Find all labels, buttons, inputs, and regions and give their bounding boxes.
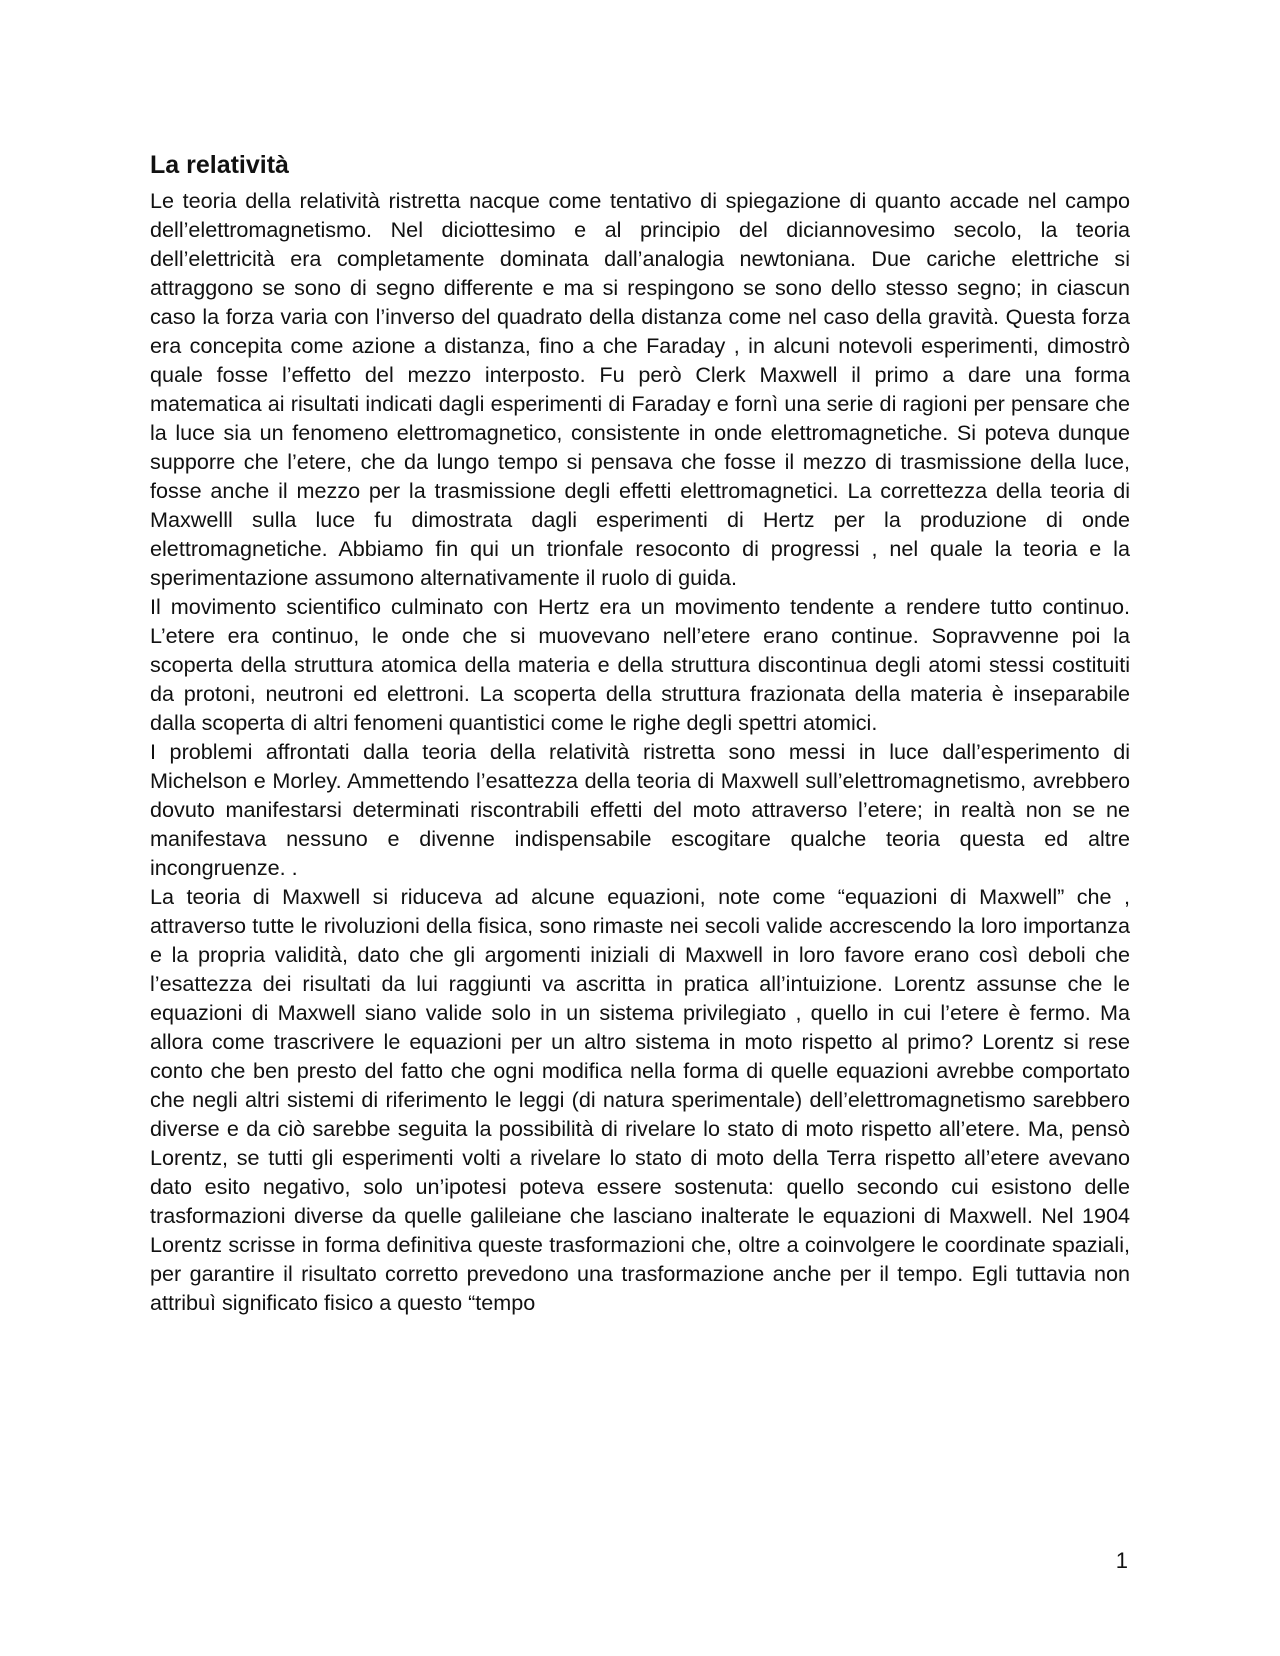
paragraph-3: I problemi affrontati dalla teoria della relatività ristretta sono messi in luce dall’esperimento di Michelson e Morley. Ammettendo l’esattezza della teoria di Maxwell sull’elettromagnetismo, avrebbero dovuto manifestarsi determinati riscontrabili effetti del moto attraverso l’etere; in realtà non se ne manifestava nessuno e divenne indispensabile escogitare qualche teoria questa ed altre incongruenze. . — [150, 739, 1130, 880]
page-number: 1 — [1115, 1548, 1128, 1573]
document-title: La relatività — [150, 151, 289, 179]
document-page — [150, 150, 1130, 1317]
paragraph-1: Le teoria della relatività ristretta nacque come tentativo di spiegazione di quanto accade nel campo dell’elettromagnetismo. Nel diciottesimo e al principio del diciannovesimo secolo, la teoria dell’elettricità era completamente dominata dall’analogia newtoniana. Due cariche elettriche si attraggono se sono di segno differente e ma si respingono se sono dello stesso segno; in ciascun caso la forza varia con l’inverso del quadrato della distanza come nel caso della gravità. Questa forza era concepita come azione a distanza, fino a che Faraday , in alcuni notevoli esperimenti, dimostrò quale fosse l’effetto del mezzo interposto. Fu però Clerk Maxwell il primo a dare una forma matematica ai risultati indicati dagli esperimenti di Faraday e fornì una serie di ragioni per pensare che la luce sia un fenomeno elettromagnetico, consistente in onde elettromagnetiche. Si poteva dunque supporre che l’etere, che da lungo tempo si pensava che fosse il mezzo di trasmissione della luce, fosse anche il mezzo per la trasmissione degli effetti elettromagnetici. La correttezza della teoria di Maxwelll sulla luce fu dimostrata dagli esperimenti di Hertz per la produzione di onde elettromagnetiche. Abbiamo fin qui un trionfale resoconto di progressi , nel quale la teoria e la sperimentazione assumono alternativamente il ruolo di guida. — [150, 188, 1130, 590]
paragraph-2: Il movimento scientifico culminato con Hertz era un movimento tendente a rendere tutto continuo. L’etere era continuo, le onde che si muovevano nell’etere erano continue. Sopravvenne poi la scoperta della struttura atomica della materia e della struttura discontinua degli atomi stessi costituiti da protoni, neutroni ed elettroni. La scoperta della struttura frazionata della materia è inseparabile dalla scoperta di altri fenomeni quantistici come le righe degli spettri atomici. — [150, 594, 1130, 735]
paragraph-4: La teoria di Maxwell si riduceva ad alcune equazioni, note come “equazioni di Maxwell” che , attraverso tutte le rivoluzioni della fisica, sono rimaste nei secoli valide accrescendo la loro importanza e la propria validità, dato che gli argomenti iniziali di Maxwell in loro favore erano così deboli che l’esattezza dei risultati da lui raggiunti va ascritta in pratica all’intuizione. Lorentz assunse che le equazioni di Maxwell siano valide solo in un sistema privilegiato , quello in cui l’etere è fermo. Ma allora come trascrivere le equazioni per un altro sistema in moto rispetto al primo? Lorentz si rese conto che ben presto del fatto che ogni modifica nella forma di quelle equazioni avrebbe comportato che negli altri sistemi di riferimento le leggi (di natura sperimentale) dell’elettromagnetismo sarebbero diverse e da ciò sarebbe seguita la possibilità di rivelare lo stato di moto rispetto all’etere. Ma, pensò Lorentz, se tutti gli esperimenti volti a rivelare lo stato di moto della Terra rispetto all’etere avevano dato esito negativo, solo un’ipotesi poteva essere sostenuta: quello secondo cui esistono delle trasformazioni diverse da quelle galileiane che lasciano inalterate le equazioni di Maxwell. Nel 1904 Lorentz scrisse in forma definitiva queste trasformazioni che, oltre a coinvolgere le coordinate spaziali, per garantire il risultato corretto prevedono una trasformazione anche per il tempo. Egli tuttavia non attribuì significato fisico a questo “tempo — [150, 884, 1130, 1315]
